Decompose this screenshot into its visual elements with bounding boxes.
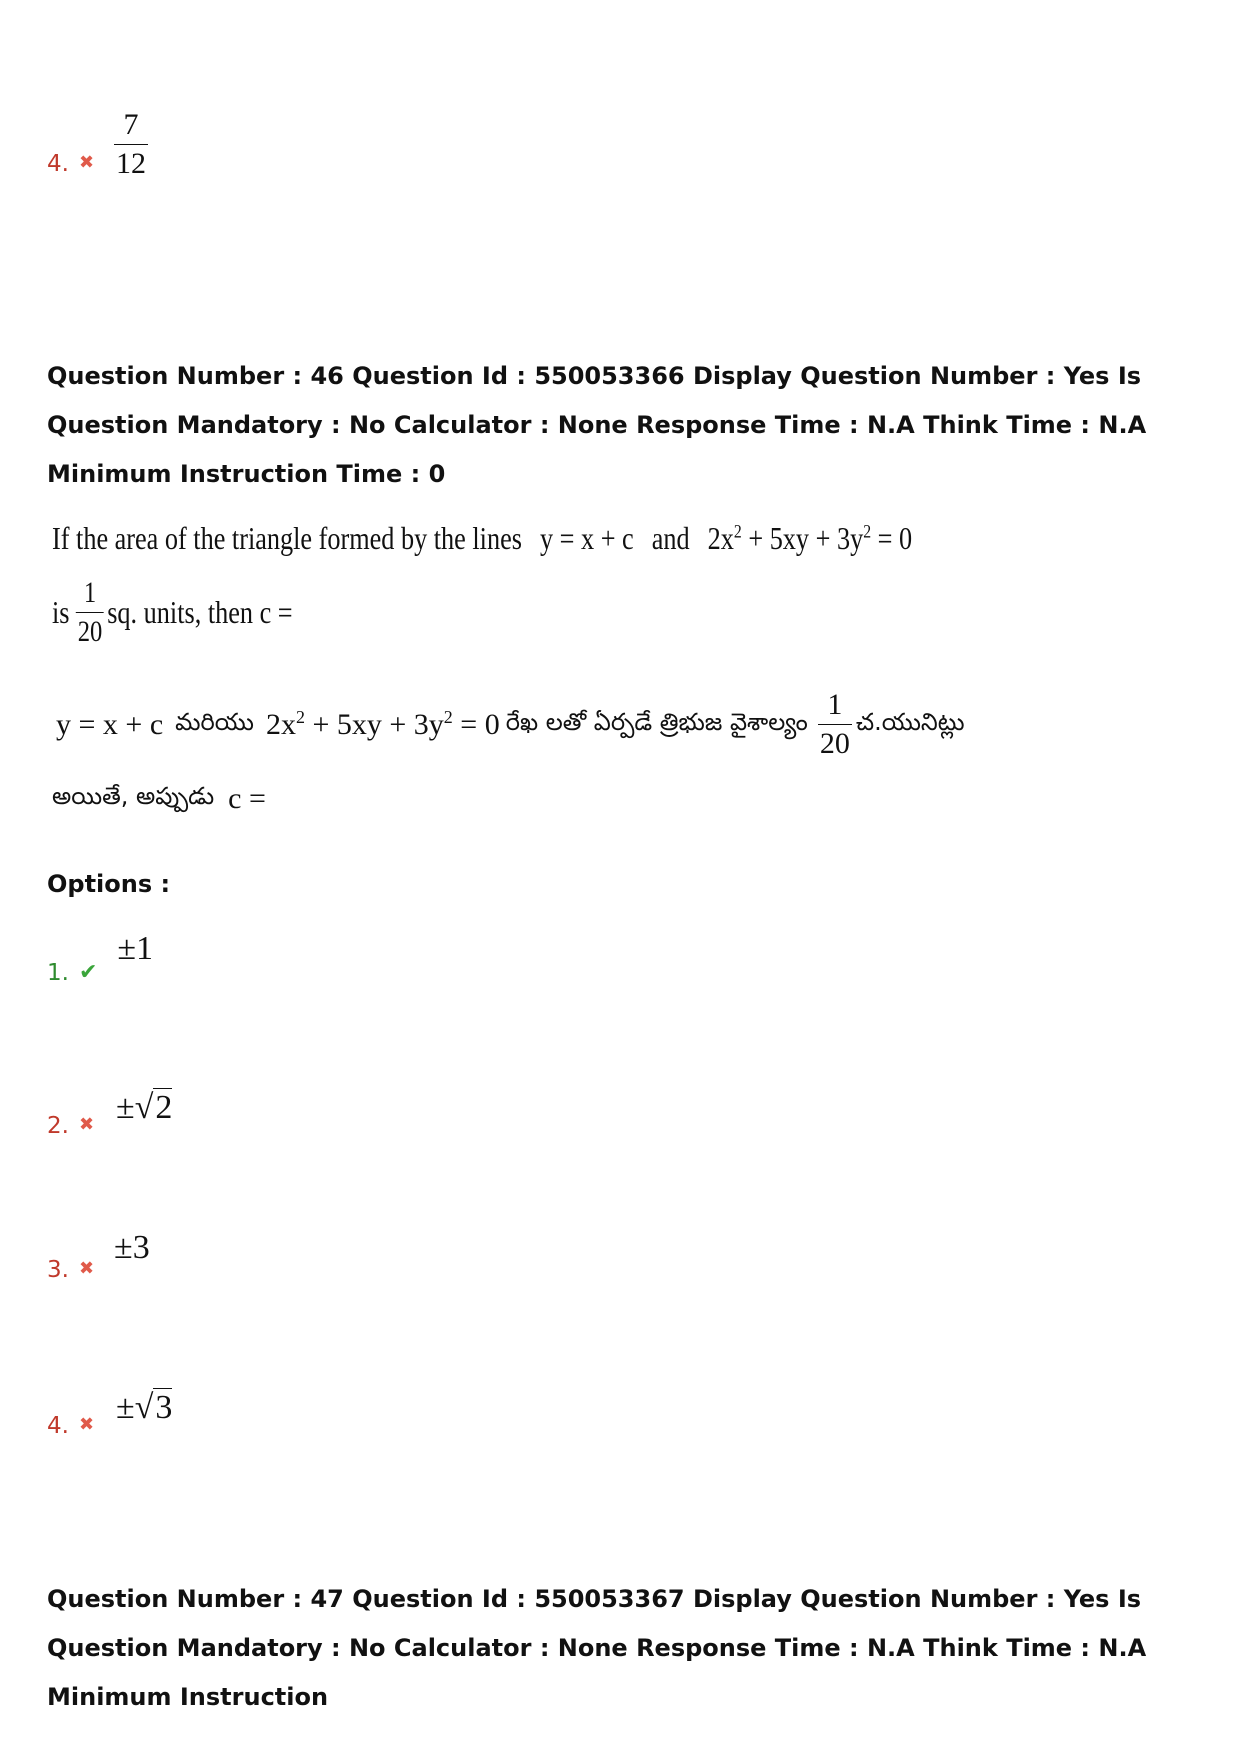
option-number: 2.: [47, 1113, 69, 1139]
fraction-one-twentieth: $\frac{1}{20}$: [77, 576, 103, 648]
option-3: 3. ✖ ±3: [47, 1229, 150, 1283]
check-icon: ✔: [78, 960, 98, 985]
question-46-english-line2: is $\frac{1}{20}$ sq. units, then c =: [52, 576, 293, 648]
option-1: 1. ✔ ±1: [47, 930, 154, 986]
option-4: [47, 1389, 173, 1439]
question-46-telugu-line1: y = x + c మరియు $2x^2 + 5xy + 3y^2 = 0$ రేఖ లతో ఏర్పడే త్రిభుజ వైశాల్యం $\frac{1}{20}$ చ.యునిట్లు: [56, 688, 965, 760]
cross-icon: ✖: [78, 1258, 95, 1279]
option-number: 3.: [47, 1257, 69, 1283]
option-number: 4.: [47, 151, 69, 177]
fraction-seven-twelfths: $\frac{7}{12}$: [116, 108, 147, 180]
option-number: 1.: [47, 960, 69, 986]
options-label: Options :: [47, 870, 171, 898]
question-46-english-line1: If the area of the triangle formed by the lines y = x + c and $2x^2 + 5xy + 3y^2 = 0$: [52, 520, 913, 556]
plus-minus-sqrt-3: ±√3: [116, 1389, 173, 1426]
question-46-meta: Question Number : 46 Question Id : 550053366 Display Question Number : Yes Is Question Mandatory : No Calculator : None Response Time : N.A Think Time : N.A Minimum Instruction Time : 0: [47, 362, 1147, 488]
prev-option-4: [47, 110, 148, 179]
plus-minus-sqrt-2: ±√2: [116, 1089, 173, 1126]
cross-icon: ✖: [78, 1114, 95, 1135]
option-number: 4.: [47, 1413, 69, 1439]
question-47-meta: Question Number : 47 Question Id : 550053367 Display Question Number : Yes Is Question Mandatory : No Calculator : None Response Time : N.A Think Time : N.A Minimum Instruction: [47, 1585, 1147, 1711]
telugu-equation-pair-of-lines: $2x^2 + 5xy + 3y^2 = 0$: [265, 707, 500, 741]
telugu-fraction-one-twentieth: $\frac{1}{20}$: [819, 688, 850, 760]
question-46-telugu-line2: అయితే, అప్పుడు c =: [52, 782, 266, 815]
equation-pair-of-lines: $2x^2 + 5xy + 3y^2 = 0$: [707, 520, 913, 556]
cross-icon: ✖: [78, 152, 95, 173]
cross-icon: ✖: [78, 1414, 95, 1435]
option-2: [47, 1089, 173, 1139]
